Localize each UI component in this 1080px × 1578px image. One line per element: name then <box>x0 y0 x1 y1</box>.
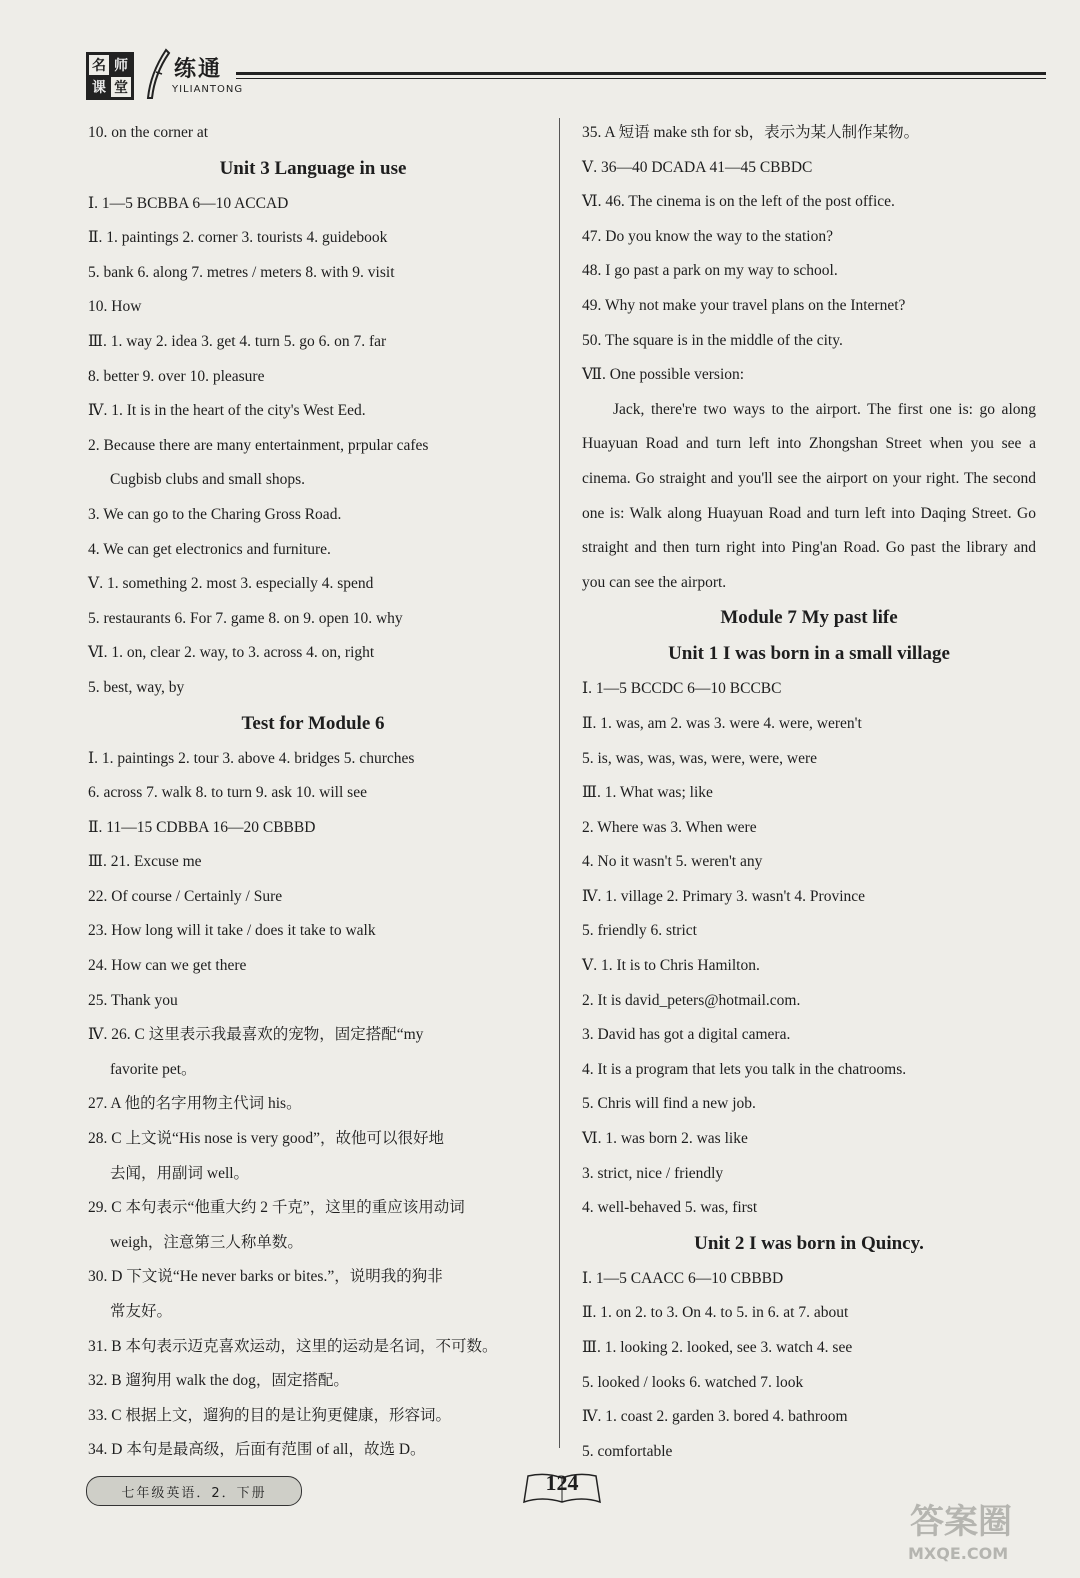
answer-line: 48. I go past a park on my way to school. <box>582 262 838 280</box>
answer-line: 50. The square is in the middle of the city. <box>582 331 843 349</box>
answer-line: Ⅰ. 1—5 BCCDC 6—10 BCCBC <box>582 680 782 698</box>
answer-line: 47. Do you know the way to the station? <box>582 227 833 245</box>
logo-char: 师 <box>110 54 132 76</box>
right-column <box>582 116 1036 1469</box>
answer-line: 25. Thank you <box>88 991 178 1009</box>
answer-line: 5. restaurants 6. For 7. game 8. on 9. open 10. why <box>88 609 403 627</box>
answer-line: 23. How long will it take / does it take to walk <box>88 922 376 940</box>
watermark-url: MXQE.COM <box>908 1544 1009 1563</box>
brand-title: 练通 <box>174 57 223 82</box>
answer-line: Ⅰ. 1—5 BCBBA 6—10 ACCAD <box>88 194 289 212</box>
watermark-text: 答案圈 <box>910 1502 1012 1542</box>
logo-char: 名 <box>88 54 110 76</box>
section-heading: Unit 3 Language in use <box>219 157 407 179</box>
answer-line: 33. C 根据上文，遛狗的目的是让狗更健康，形容词。 <box>88 1406 451 1424</box>
answer-line: 2. Because there are many entertainment, prpular cafes <box>88 436 429 454</box>
answer-line: Ⅵ. 1. was born 2. was like <box>582 1130 748 1148</box>
answer-line: Ⅲ. 1. What was; like <box>582 784 713 802</box>
answer-line: Ⅴ. 36—40 DCADA 41—45 CBBDC <box>582 158 813 176</box>
header-rule <box>236 72 1046 79</box>
answer-line: weigh，注意第三人称单数。 <box>110 1233 303 1251</box>
answer-line: 3. We can go to the Charing Gross Road. <box>88 505 342 523</box>
answer-line: 28. C 上文说“His nose is very good”，故他可以很好地 <box>88 1130 445 1148</box>
brand-subtitle: YILIANTONG <box>172 84 244 95</box>
answer-line: 5. is, was, was, was, were, were, were <box>582 749 817 767</box>
answer-line: 32. B 遛狗用 walk the dog，固定搭配。 <box>88 1372 349 1390</box>
answer-line: Ⅰ. 1—5 CAACC 6—10 CBBBD <box>582 1269 784 1287</box>
answer-line: 5. looked / looks 6. watched 7. look <box>582 1373 804 1391</box>
publisher-logo <box>86 52 134 100</box>
section-heading: Test for Module 6 <box>241 712 385 734</box>
page-number: 124 <box>545 1470 579 1495</box>
answer-line: Cugbisb clubs and small shops. <box>110 471 306 489</box>
answer-line: 5. bank 6. along 7. metres / meters 8. with 9. visit <box>88 263 395 281</box>
answer-line: 2. It is david_peters@hotmail.com. <box>582 991 801 1009</box>
answer-line: favorite pet。 <box>110 1060 197 1078</box>
logo-char: 课 <box>88 76 110 98</box>
answer-line: Ⅱ. 11—15 CDBBA 16—20 CBBBD <box>88 818 316 836</box>
answer-line: 4. It is a program that lets you talk in the chatrooms. <box>582 1060 907 1078</box>
answer-line: 29. C 本句表示“他重大约 2 千克”，这里的重应该用动词 <box>88 1199 465 1217</box>
answer-line: Ⅴ. 1. It is to Chris Hamilton. <box>582 957 760 975</box>
column-divider <box>559 118 560 1448</box>
answer-line: Ⅱ. 1. was, am 2. was 3. were 4. were, weren't <box>582 714 862 732</box>
answer-line: 3. strict, nice / friendly <box>582 1164 724 1182</box>
answer-line: Ⅴ. 1. something 2. most 3. especially 4. spend <box>88 575 374 593</box>
answer-line: 34. D 本句是最高级，后面有范围 of all，故选 D。 <box>88 1441 426 1459</box>
answer-line: 2. Where was 3. When were <box>582 818 757 836</box>
answer-line: 30. D 下文说“He never barks or bites.”，说明我的狗非 <box>88 1268 443 1286</box>
section-heading: Unit 2 I was born in Quincy. <box>694 1232 924 1254</box>
logo-char: 堂 <box>110 76 132 98</box>
pen-nib-icon <box>144 48 174 102</box>
page-number-badge <box>520 1468 604 1508</box>
answer-line: 去闻，用副词 well。 <box>110 1164 250 1182</box>
answer-line: 5. best, way, by <box>88 678 185 696</box>
answer-line: 3. David has got a digital camera. <box>582 1026 791 1044</box>
answer-line: 5. friendly 6. strict <box>582 922 697 940</box>
answer-line: Ⅶ. One possible version: <box>582 366 745 384</box>
answer-line: Ⅱ. 1. on 2. to 3. On 4. to 5. in 6. at 7. about <box>582 1304 849 1322</box>
module-heading: Module 7 My past life <box>720 607 898 629</box>
answer-line: Ⅵ. 46. The cinema is on the left of the post office. <box>582 193 895 211</box>
answer-line: Ⅳ. 1. village 2. Primary 3. wasn't 4. Province <box>582 887 866 905</box>
answer-line: 49. Why not make your travel plans on the Internet? <box>582 296 906 314</box>
answer-line: 常友好。 <box>110 1303 173 1320</box>
answer-line: Ⅰ. 1. paintings 2. tour 3. above 4. bridges 5. churches <box>88 749 415 767</box>
answer-line: 5. Chris will find a new job. <box>582 1095 756 1113</box>
page-header <box>86 44 1046 104</box>
answer-line: 6. across 7. walk 8. to turn 9. ask 10. will see <box>88 784 367 802</box>
answer-line: Ⅵ. 1. on, clear 2. way, to 3. across 4. on, right <box>88 644 375 662</box>
answer-line: Ⅲ. 1. looking 2. looked, see 3. watch 4. see <box>582 1339 853 1356</box>
answer-line: 4. well-behaved 5. was, first <box>582 1199 758 1217</box>
answer-line: Ⅳ. 1. It is in the heart of the city's West Eed. <box>88 402 366 420</box>
answer-line: 5. comfortable <box>582 1442 673 1460</box>
answer-line: Ⅳ. 26. C 这里表示我最喜欢的宠物，固定搭配“my <box>88 1026 424 1044</box>
answer-line: 4. We can get electronics and furniture. <box>88 540 331 558</box>
sample-essay: Jack, there're two ways to the airport. The first one is: go along Huayuan Road and turn left into Zhongshan Street when you see a cinema. Go straight and you'll see the airport on your right. The second one is: Walk along Huayuan Road and turn left into Daqing Street. Go straight and then turn right into Ping'an Road. Go past the library and you can see the airport. <box>582 400 1036 591</box>
section-heading: Unit 1 I was born in a small village <box>668 643 950 665</box>
answer-line: 4. No it wasn't 5. weren't any <box>582 853 763 871</box>
answer-line: Ⅲ. 21. Excuse me <box>88 853 202 871</box>
answer-line: 10. How <box>88 298 142 316</box>
answer-line: 35. A 短语 make sth for sb，表示为某人制作某物。 <box>582 124 920 141</box>
answer-line: Ⅳ. 1. coast 2. garden 3. bored 4. bathroom <box>582 1408 848 1426</box>
answer-line: 22. Of course / Certainly / Sure <box>88 887 283 905</box>
answer-line: Ⅲ. 1. way 2. idea 3. get 4. turn 5. go 6. on 7. far <box>88 332 387 350</box>
left-column <box>88 116 538 1468</box>
answer-line: 10. on the corner at <box>88 124 209 141</box>
answer-line: 24. How can we get there <box>88 957 247 975</box>
answer-line: 31. B 本句表示迈克喜欢运动，这里的运动是名词，不可数。 <box>88 1337 498 1355</box>
book-label: 七年级英语．2．下册 <box>86 1476 302 1506</box>
watermark <box>900 1494 1060 1574</box>
answer-line: Ⅱ. 1. paintings 2. corner 3. tourists 4. guidebook <box>88 229 388 247</box>
answer-line: 8. better 9. over 10. pleasure <box>88 367 265 385</box>
answer-line: 27. A 他的名字用物主代词 his。 <box>88 1095 302 1113</box>
